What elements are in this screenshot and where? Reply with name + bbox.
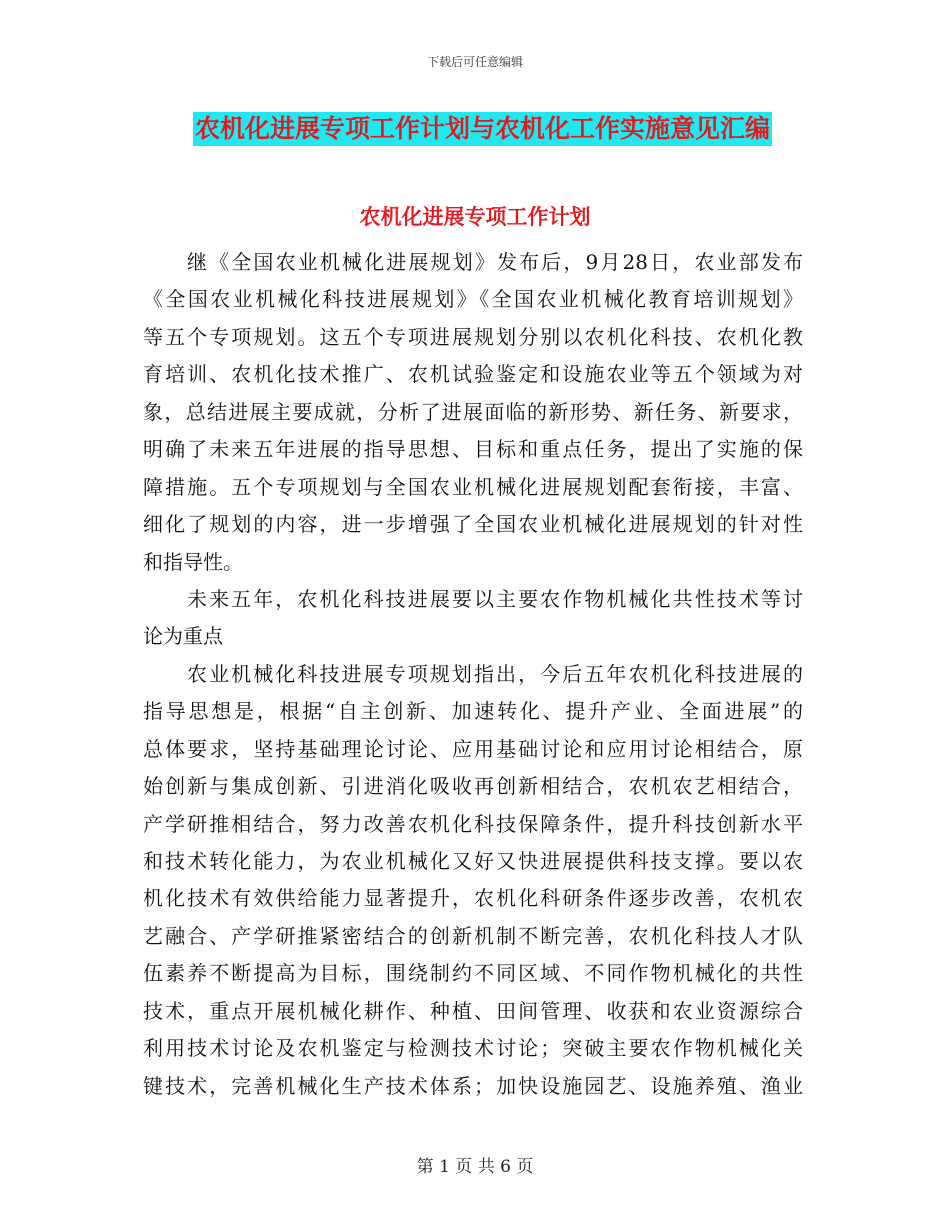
page-number: 第 1 页 共 6 页: [416, 1157, 534, 1177]
paragraph-line: 明确了未来五年进展的指导思想、目标和重点任务，提出了实施的保: [143, 437, 803, 462]
paragraph-line: 和指导性。: [143, 549, 243, 574]
paragraph-line: 艺融合、产学研推紧密结合的创新机制不断完善，农机化科技人才队: [143, 923, 803, 948]
paragraph-line: 育培训、农机化技术推广、农机试验鉴定和设施农业等五个领域为对: [143, 362, 803, 387]
page-header-note: 下载后可任意编辑: [426, 55, 523, 69]
paragraph-line: 象，总结进展主要成就，分析了进展面临的新形势、新任务、新要求，: [143, 399, 803, 424]
paragraph-line: 和技术转化能力，为农业机械化又好又快进展提供科技支撑。要以农: [143, 849, 803, 873]
document-title: 农机化进展专项工作计划与农机化工作实施意见汇编: [193, 112, 772, 146]
paragraph-line: 农业机械化科技进展专项规划指出，今后五年农机化科技进展的: [187, 661, 803, 686]
paragraph-line: 始创新与集成创新、引进消化吸收再创新相结合，农机农艺相结合，: [143, 774, 803, 799]
paragraph-line: 论为重点: [143, 624, 223, 649]
paragraph-line: 《全国农业机械化科技进展规划》《全国农业机械化教育培训规划》: [143, 287, 803, 312]
body-text: [143, 244, 803, 1105]
paragraph-line: 机化技术有效供给能力显著提升，农机化科研条件逐步改善，农机农: [143, 886, 803, 911]
paragraph-line: 继《全国农业机械化进展规划》发布后，9月28日，农业部发布: [187, 250, 803, 274]
paragraph-line: 技术，重点开展机械化耕作、种植、田间管理、收获和农业资源综合: [143, 998, 803, 1023]
section-title: 农机化进展专项工作计划: [359, 205, 591, 229]
paragraph-line: 总体要求，坚持基础理论讨论、应用基础讨论和应用讨论相结合，原: [143, 736, 803, 761]
paragraph-line: 指导思想是，根据“自主创新、加速转化、提升产业、全面进展”的: [143, 699, 803, 724]
paragraph-line: 细化了规划的内容，进一步增强了全国农业机械化进展规划的针对性: [143, 512, 803, 537]
paragraph-line: 未来五年，农机化科技进展要以主要农作物机械化共性技术等讨: [187, 586, 803, 611]
paragraph-line: 键技术，完善机械化生产技术体系；加快设施园艺、设施养殖、渔业: [143, 1073, 803, 1098]
paragraph-line: 利用技术讨论及农机鉴定与检测技术讨论；突破主要农作物机械化关: [143, 1036, 803, 1061]
paragraph-line: 障措施。五个专项规划与全国农业机械化进展规划配套衔接，丰富、: [143, 474, 803, 499]
paragraph-line: 等五个专项规划。这五个专项进展规划分别以农机化科技、农机化教: [143, 324, 803, 349]
paragraph-line: 伍素养不断提高为目标，围绕制约不同区域、不同作物机械化的共性: [143, 961, 803, 986]
paragraph-line: 产学研推相结合，努力改善农机化科技保障条件，提升科技创新水平: [143, 811, 803, 836]
